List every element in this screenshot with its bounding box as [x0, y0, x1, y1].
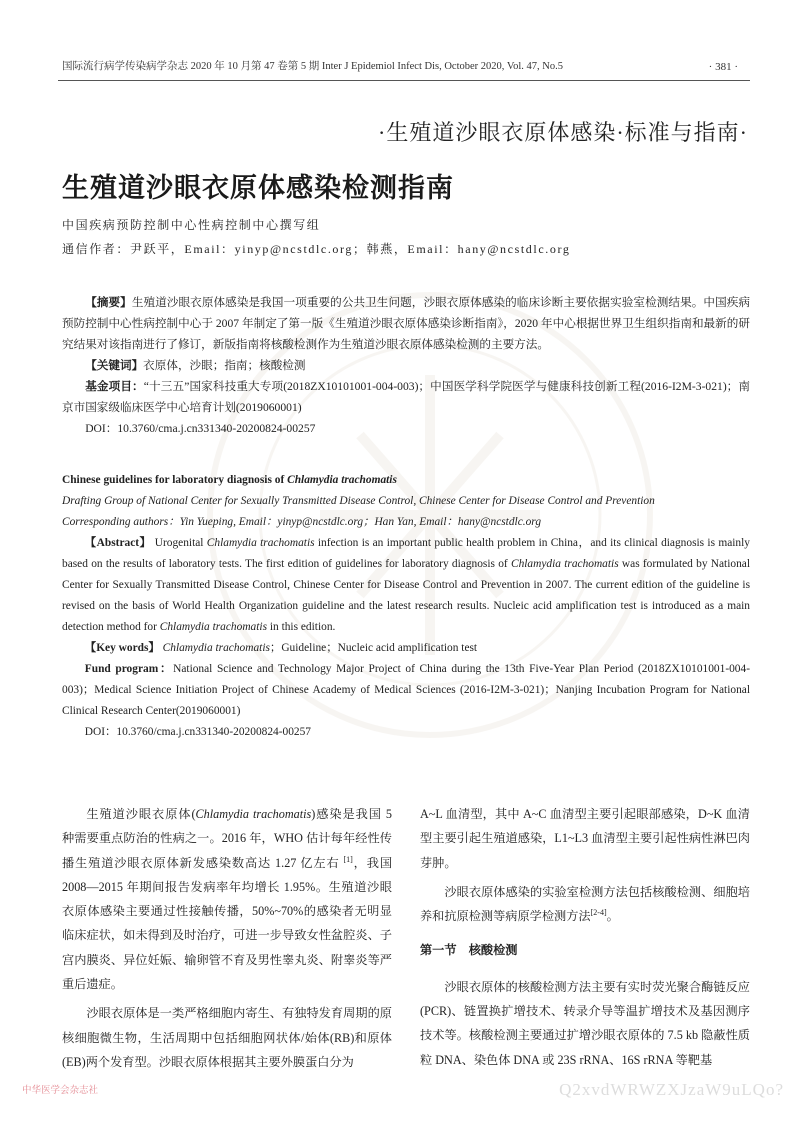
- section-heading: 第一节 核酸检测: [420, 943, 518, 958]
- body-text: 沙眼衣原体感染的实验室检测方法包括核酸检测、细胞培养和抗原检测等病原学检测方法: [420, 884, 750, 924]
- english-keywords-label: 【Key words】: [84, 642, 160, 654]
- body-left-paragraph-2: 沙眼衣原体是一类严格细胞内寄生、有独特发育周期的原核细胞微生物，生活周期中包括细胞网状体/始体(RB)和原体(EB)两个发育型。沙眼衣原体根据其主要外膜蛋白分为: [62, 1006, 392, 1069]
- english-authors: Drafting Group of National Center for Sexually Transmitted Disease Control, Chinese Center for Disease Control and Prevention: [62, 495, 655, 507]
- english-abstract: [62, 533, 750, 638]
- fund-cn-label: 基金项目：: [85, 380, 144, 393]
- body-italic: Chlamydia trachomatis: [195, 807, 312, 821]
- english-abstract-label: 【Abstract】: [84, 537, 152, 549]
- english-doi: DOI：10.3760/cma.j.cn331340-20200824-00257: [84, 726, 311, 738]
- fund-cn-text: “十三五”国家科技重大专项(2018ZX10101001-004-003)；中国医学科学院医学与健康科技创新工程(2016-I2M-3-021)；南京市国家级临床医学中心培育计划(2019060001): [62, 380, 750, 414]
- english-correspondence: Corresponding authors：Yin Yueping, Email：yinyp@ncstdlc.org；Han Yan, Email：hany@ncstdlc.org: [62, 516, 542, 528]
- body-right-paragraph-3: 沙眼衣原体的核酸检测方法主要有实时荧光聚合酶链反应(PCR)、链置换扩增技术、转录介导等温扩增技术及基因测序技术等。核酸检测主要通过扩增沙眼衣原体的 7.5 kb 隐蔽性质粒 DNA、染色体 DNA 或 23S rRNA、16S rRNA 等靶基: [420, 979, 750, 1067]
- english-keywords: [62, 638, 750, 659]
- publisher-logo-watermark: 中华医学会杂志社: [22, 1086, 99, 1096]
- body-text: ，我国 2008—2015 年期间报告发病率年均增长 1.95%。生殖道沙眼衣原体感染主要通过性接触传播，50%~70%的感染者无明显临床症状，如未得到及时治疗，可进一步导致女性盆腔炎、子宫内膜炎、异位妊娠、输卵管不育及男性睾丸炎、附睾炎等严重后遗症。: [62, 855, 393, 992]
- abstract-en: [62, 470, 750, 743]
- keywords-cn-label: 【关键词】: [85, 359, 144, 372]
- doi-cn: DOI：10.3760/cma.j.cn331340-20200824-00257: [85, 422, 316, 435]
- watermark-code: Q2xvdWRWZXJzaW9uLQo?: [559, 1080, 784, 1099]
- correspondence-cn: 通信作者：尹跃平，Email：yinyp@ncstdlc.org；韩燕，Email：hany@ncstdlc.org: [62, 242, 571, 256]
- english-title-italic: Chlamydia trachomatis: [287, 474, 397, 486]
- page-number: · 381 ·: [708, 61, 738, 73]
- authors-cn: 中国疾病预防控制中心性病控制中心撰写组: [62, 218, 321, 232]
- body-left-paragraph-1: [62, 802, 392, 996]
- body-text: )感染是我国 5 种需要重点防治的性病之一。2016 年，WHO 估计每年经性传播生殖道沙眼衣原体新发感染数高达 1.27 亿左右: [62, 807, 393, 870]
- abstract-cn: [62, 292, 750, 439]
- english-fund-label: Fund program：: [84, 663, 174, 675]
- abstract-text-4: in this edition.: [267, 621, 336, 633]
- header-rule: [58, 80, 750, 81]
- fund-cn: [62, 376, 750, 418]
- english-title: [62, 470, 750, 491]
- running-head: 国际流行病学传染病学杂志 2020 年 10 月第 47 卷第 5 期 Inter J Epidemiol Infect Dis, October 2020, Vol. 47, No.5: [62, 61, 563, 72]
- keywords-cn: [62, 355, 750, 376]
- body-right-paragraph-1: A~L 血清型，其中 A~C 血清型主要引起眼部感染，D~K 血清型主要引起生殖道感染，L1~L3 血清型主要引起性病性淋巴肉芽肿。: [420, 807, 750, 870]
- body-right-paragraph-2: [420, 880, 750, 929]
- body-left-column: [62, 802, 392, 1074]
- abstract-cn-label: 【摘要】: [85, 296, 132, 309]
- english-fund-text: National Science and Technology Major Project of China during the 13th Five-Year Plan Period (2018ZX10101001-004-003)；Medical Science Initiation Project of Chinese Academy of Medical Sciences (2016-I2M-3-021)；Nanjing Incubation Program for National Clinical Research Center(2019060001): [62, 663, 750, 717]
- abstract-text-3: was formulated by National Center for Sexually Transmitted Disease Control, Chinese Center for Disease Control and Prevention in 2007. The current edition of the guideline is revised on the basis of World Health Organization guideline and the latest research results. Nucleic acid amplification test is introduced as a main detection method for: [62, 558, 751, 633]
- section-banner: ·生殖道沙眼衣原体感染·标准与指南·: [378, 120, 748, 145]
- english-keywords-italic: Chlamydia trachomatis: [162, 642, 270, 654]
- keywords-cn-text: 衣原体，沙眼；指南；核酸检测: [143, 359, 306, 372]
- abstract-italic-1: Chlamydia trachomatis: [206, 537, 315, 549]
- abstract-cn-text: 生殖道沙眼衣原体感染是我国一项重要的公共卫生问题，沙眼衣原体感染的临床诊断主要依据实验室检测结果。中国疾病预防控制中心性病控制中心于 2007 年制定了第一版《生殖道沙眼衣原体感染诊断指南》，2020 年中心根据世界卫生组织指南和最新的研究结果对该指南进行了修订，新版指南将核酸检测作为生殖道沙眼衣原体感染检测的主要方法。: [62, 296, 750, 351]
- abstract-italic-3: Chlamydia trachomatis: [159, 621, 268, 633]
- body-text: 生殖道沙眼衣原体(: [86, 807, 196, 821]
- abstract-cn-paragraph: [62, 292, 750, 355]
- abstract-italic-2: Chlamydia trachomatis: [510, 558, 619, 570]
- english-keywords-rest: ；Guideline；Nucleic acid amplification test: [269, 642, 478, 654]
- english-fund: [62, 659, 750, 722]
- citation-ref: [1]: [343, 854, 353, 864]
- body-text: 。: [606, 909, 619, 924]
- citation-ref: [2-4]: [590, 908, 607, 918]
- english-title-prefix: Chinese guidelines for laboratory diagnosis of: [62, 474, 288, 486]
- article-title: 生殖道沙眼衣原体感染检测指南: [62, 173, 454, 204]
- body-right-column: [420, 802, 750, 1072]
- abstract-text-2: infection is an important public health problem in China，and its clinical diagnosis is mainly based on the results of laboratory tests. The first edition of guidelines for laboratory diagnosis of: [62, 537, 750, 570]
- abstract-text-1: Urogenital: [151, 537, 207, 549]
